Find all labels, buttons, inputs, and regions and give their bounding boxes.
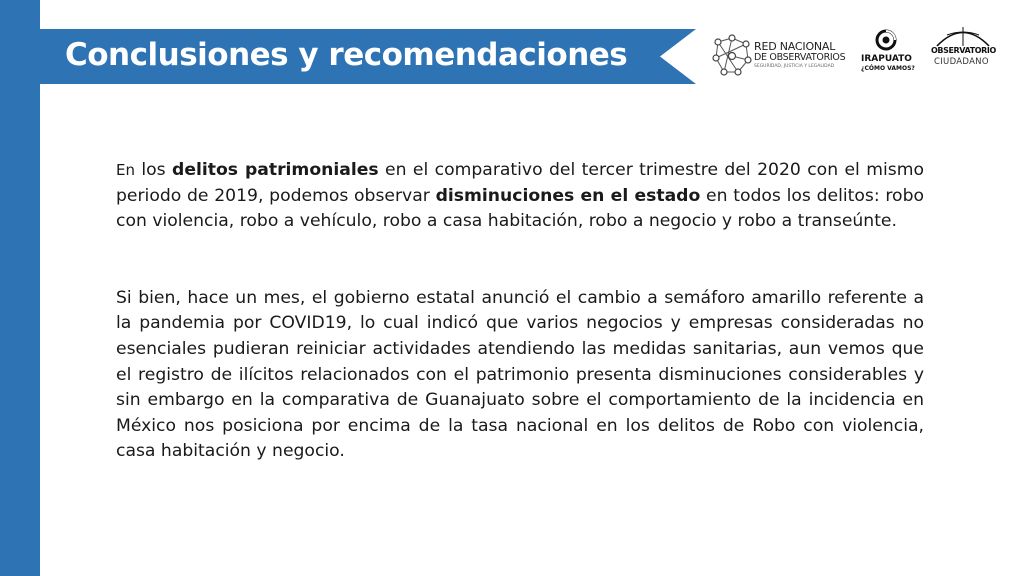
network-icon [710,34,754,78]
observatorio-line2: CIUDADANO [934,57,989,67]
paragraph-patrimoniales [116,158,924,235]
logo-strip [708,24,1008,84]
page-title: Conclusiones y recomendaciones [65,37,628,73]
irapuato-logo [856,24,916,84]
dome-icon [933,25,993,47]
paragraph1-bold-disminuciones: disminuciones en el estado [435,185,701,206]
red-nacional-line2: DE OBSERVATORIOS [754,52,846,63]
conclusions-body [116,158,924,465]
left-accent-bar [0,0,40,576]
irapuato-line2: ¿CÓMO VAMOS? [861,65,915,72]
red-nacional-logo [708,24,848,84]
observatorio-logo [928,24,998,84]
red-nacional-line3: SEGURIDAD, JUSTICIA Y LEGALIDAD [754,64,835,69]
observatorio-line1: OBSERVATORIO [931,46,996,55]
paragraph1-lead: En [116,161,135,179]
paragraph1-text-a: los [134,160,173,180]
paragraph1-text-b: en el comparativo del tercer trimestre del 2020 con el mismo periodo de 2019, podemos observar [116,160,924,206]
title-banner [40,29,696,84]
paragraph-semaforo: Si bien, hace un mes, el gobierno estatal anunció el cambio a semáforo amarillo referente a la pandemia por COVID19, lo cual indicó que varios negocios y empresas consideradas no esenciales pudieran reiniciar actividades atendiendo las medidas sanitarias, aun vemos que el registro de ilícitos relacionados con el patrimonio presenta disminuciones considerables y sin embargo en la comparativa de Guanajuato sobre el comportamiento de la incidencia en México nos posiciona por encima de la tasa nacional en los delitos de Robo con violencia, casa habitación y negocio. [116,287,924,462]
red-nacional-line1: RED NACIONAL [754,40,836,53]
paragraph1-bold-delitos: delitos patrimoniales [172,160,379,180]
irapuato-icon [874,28,898,52]
paragraph1-text-c: en todos los delitos: robo con violencia, robo a vehículo, robo a casa habitación, robo a negocio y robo a transeúnte. [116,185,924,232]
irapuato-line1: IRAPUATO [861,54,912,64]
